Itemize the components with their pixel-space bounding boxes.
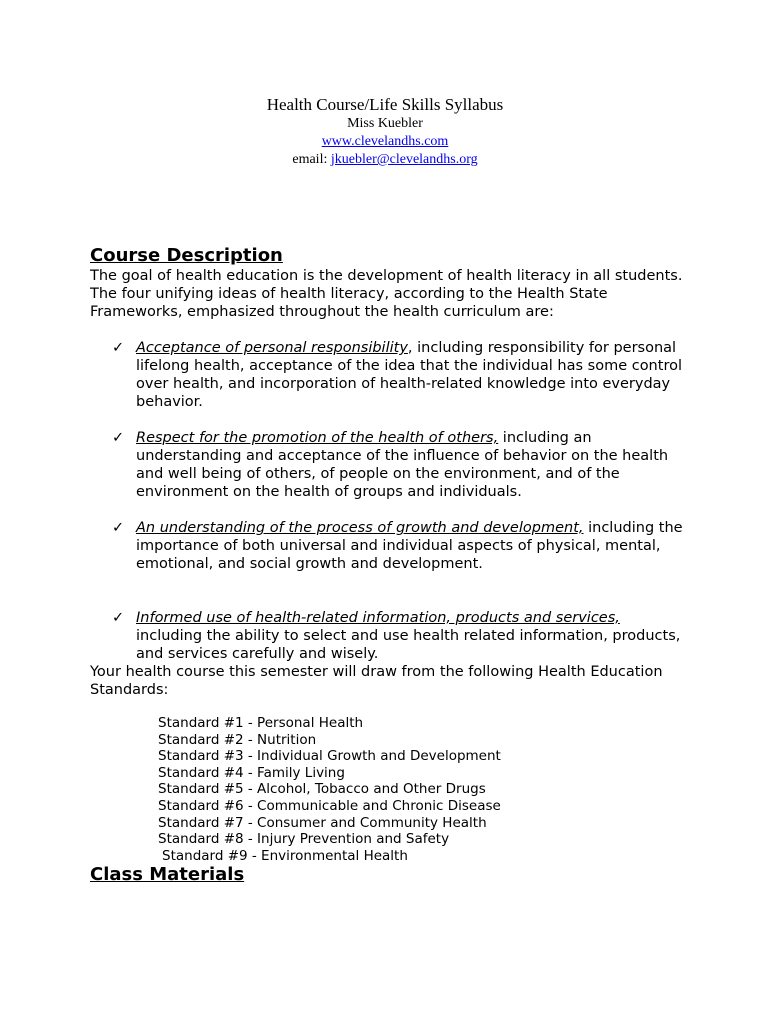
idea-item xyxy=(90,429,690,501)
idea-title: Informed use of health-related information, products and services, xyxy=(136,610,620,626)
idea-title: An understanding of the process of growth and development, xyxy=(136,520,584,536)
syllabus-title: Health Course/Life Skills Syllabus xyxy=(266,95,504,114)
standard-item: Standard #8 - Injury Prevention and Safety xyxy=(158,831,450,848)
checkmark-icon: ✓ xyxy=(112,610,125,626)
health-standards-list xyxy=(158,715,690,864)
class-materials-heading: Class Materials xyxy=(90,864,245,886)
website-link[interactable]: www.clevelandhs.com xyxy=(321,134,449,149)
idea-item xyxy=(90,519,690,573)
standard-item: Standard #3 - Individual Growth and Development xyxy=(158,748,501,765)
syllabus-header xyxy=(0,95,770,169)
standard-item: Standard #6 - Communicable and Chronic Disease xyxy=(158,797,501,814)
idea-title: Acceptance of personal responsibility xyxy=(136,340,408,356)
health-literacy-ideas-list xyxy=(90,339,690,663)
idea-text: including an understanding and acceptance of the influence of behavior on the health and well being of others, of people on the environment, and of the environment on the health of groups and individuals. xyxy=(136,430,669,500)
checkmark-icon: ✓ xyxy=(112,430,125,446)
standard-item: Standard #9 - Environmental Health xyxy=(162,847,408,864)
standards-intro: Your health course this semester will draw from the following Health Education Standards: xyxy=(90,664,663,698)
course-description-intro: The goal of health education is the development of health literacy in all students. The four unifying ideas of health literacy, according to the Health State Frameworks, emphasized throughout the health curriculum are: xyxy=(90,268,683,320)
standard-item: Standard #2 - Nutrition xyxy=(158,731,317,748)
idea-item xyxy=(90,609,690,663)
email-line xyxy=(0,151,770,169)
standard-item: Standard #1 - Personal Health xyxy=(158,715,364,731)
idea-title: Respect for the promotion of the health of others, xyxy=(136,430,499,446)
email-label: email: xyxy=(292,152,331,167)
course-description-heading: Course Description xyxy=(90,245,283,266)
idea-text: including the importance of both universal and individual aspects of physical, mental, emotional, and social growth and development. xyxy=(136,520,683,572)
standard-item: Standard #4 - Family Living xyxy=(158,764,345,781)
standard-item: Standard #5 - Alcohol, Tobacco and Other Drugs xyxy=(158,781,486,798)
idea-item xyxy=(90,339,690,411)
website-line xyxy=(0,133,770,151)
email-link[interactable]: jkuebler@clevelandhs.org xyxy=(330,152,478,167)
teacher-name: Miss Kuebler xyxy=(347,116,423,131)
idea-text: including the ability to select and use health related information, products, and services carefully and wisely. xyxy=(136,628,681,662)
checkmark-icon: ✓ xyxy=(112,520,125,536)
idea-text: , including responsibility for personal lifelong health, acceptance of the idea that the individual has some control over health, and incorporation of health-related knowledge into everyday behavior. xyxy=(136,340,682,410)
standard-item: Standard #7 - Consumer and Community Health xyxy=(158,814,487,831)
syllabus-content xyxy=(90,245,690,886)
checkmark-icon: ✓ xyxy=(112,340,125,356)
